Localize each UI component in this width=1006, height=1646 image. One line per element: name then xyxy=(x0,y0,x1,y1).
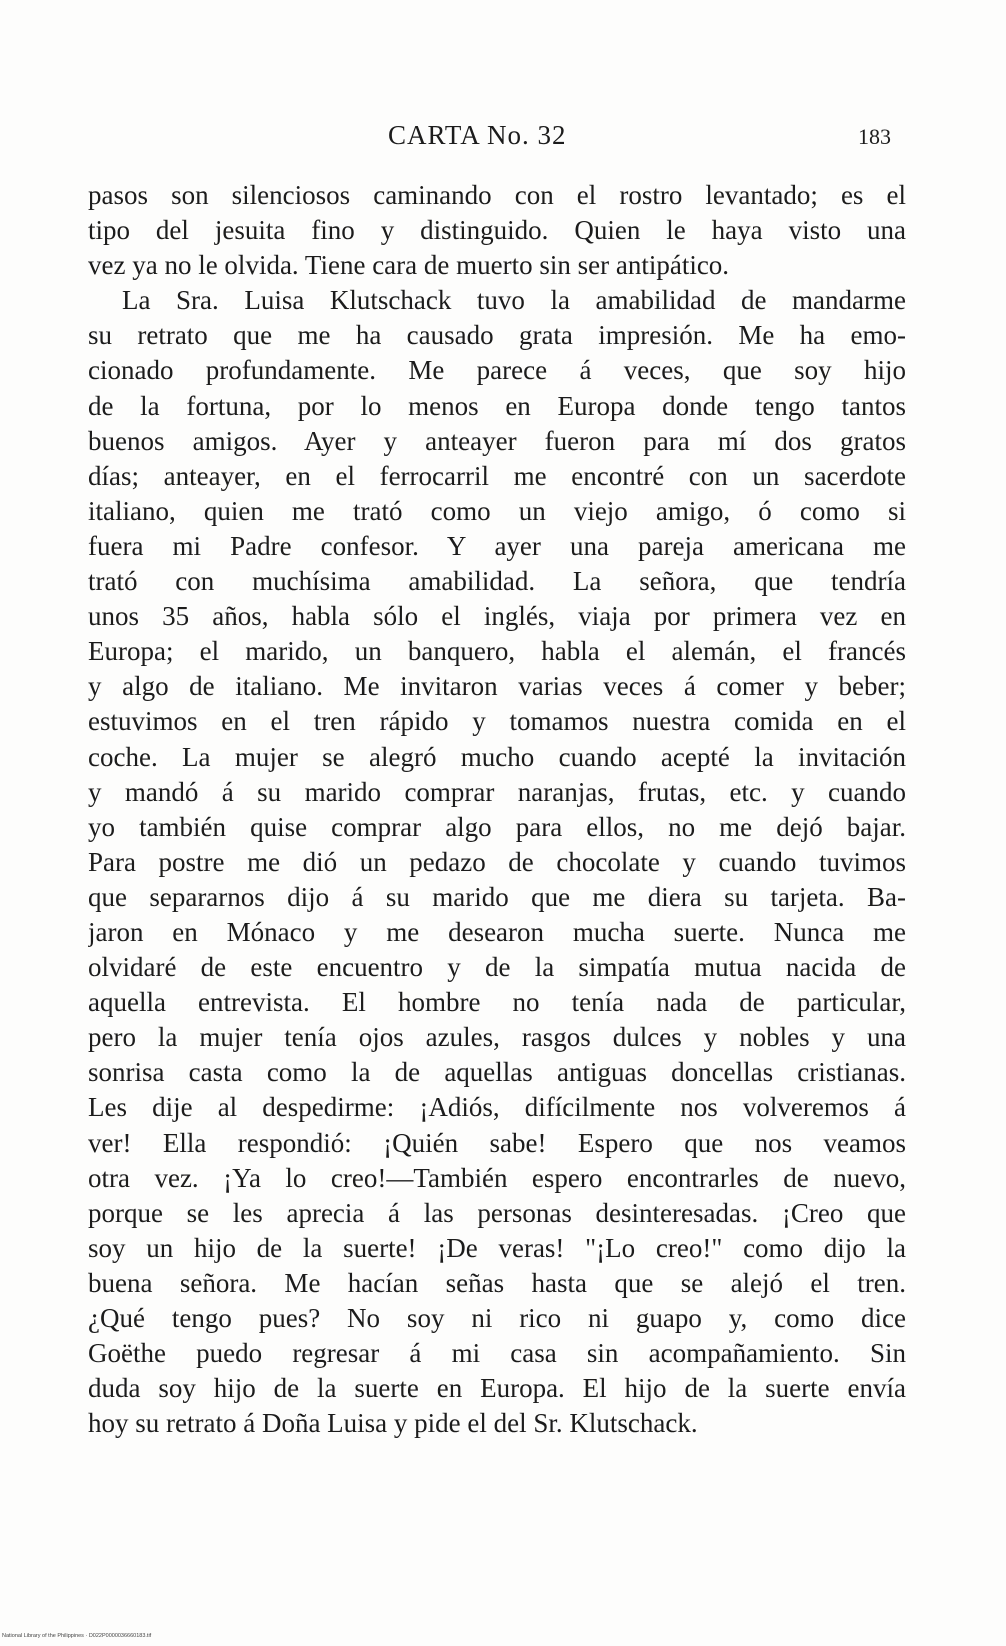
text-line: estuvimos en el tren rápido y tomamos nuestra comida en el xyxy=(88,706,906,737)
text-line: que separarnos dijo á su marido que me diera su tarjeta. Ba- xyxy=(88,881,906,912)
text-line: pero la mujer tenía ojos azules, rasgos dulces y nobles y una xyxy=(88,1022,906,1053)
body-text xyxy=(88,178,906,1441)
text-line: soy un hijo de la suerte! ¡De veras! "¡Lo creo!" como dijo la xyxy=(88,1232,906,1263)
text-line: fuera mi Padre confesor. Y ayer una pareja americana me xyxy=(88,530,906,561)
text-line: Para postre me dió un pedazo de chocolate y cuando tuvimos xyxy=(88,846,906,877)
scan-source-label: National Library of the Philippines · D022P0000036660183.tif xyxy=(2,1633,152,1639)
text-line: su retrato que me ha causado grata impresión. Me ha emo- xyxy=(88,320,906,351)
text-line: yo también quise comprar algo para ellos, no me dejó bajar. xyxy=(88,811,906,842)
text-line: Europa; el marido, un banquero, habla el alemán, el francés xyxy=(88,636,906,667)
text-line: y mandó á su marido comprar naranjas, frutas, etc. y cuando xyxy=(88,776,906,807)
text-line: italiano, quien me trató como un viejo amigo, ó como si xyxy=(88,495,906,526)
text-line: duda soy hijo de la suerte en Europa. El hijo de la suerte envía xyxy=(88,1373,906,1404)
text-line: ¿Qué tengo pues? No soy ni rico ni guapo y, como dice xyxy=(88,1303,906,1333)
text-line: jaron en Mónaco y me desearon mucha suerte. Nunca me xyxy=(88,916,906,947)
text-line: de la fortuna, por lo menos en Europa donde tengo tantos xyxy=(88,390,906,421)
text-line: unos 35 años, habla sólo el inglés, viaja por primera vez en xyxy=(88,601,906,632)
chapter-title: CARTA No. 32 xyxy=(388,120,567,150)
text-line: Les dije al despedirme: ¡Adiós, difícilmente nos volveremos á xyxy=(88,1092,906,1123)
page-number: 183 xyxy=(858,124,891,149)
text-line: días; anteayer, en el ferrocarril me encontré con un sacerdote xyxy=(88,460,906,491)
text-line: buena señora. Me hacían señas hasta que se alejó el tren. xyxy=(88,1267,906,1298)
page-header xyxy=(0,118,1006,158)
text-line: olvidaré de este encuentro y de la simpatía mutua nacida de xyxy=(88,952,906,983)
text-line: y algo de italiano. Me invitaron varias veces á comer y beber; xyxy=(88,671,906,702)
text-line: otra vez. ¡Ya lo creo!—También espero encontrarles de nuevo, xyxy=(88,1162,906,1193)
text-line: coche. La mujer se alegró mucho cuando acepté la invitación xyxy=(88,741,906,772)
text-line: cionado profundamente. Me parece á veces, que soy hijo xyxy=(88,355,906,386)
text-line: trató con muchísima amabilidad. La señora, que tendría xyxy=(88,566,906,597)
text-line: vez ya no le olvida. Tiene cara de muerto sin ser antipático. xyxy=(88,250,730,281)
text-line: hoy su retrato á Doña Luisa y pide el del Sr. Klutschack. xyxy=(88,1408,698,1439)
text-line: sonrisa casta como la de aquellas antiguas doncellas cristianas. xyxy=(88,1057,906,1088)
text-line: ver! Ella respondió: ¡Quién sabe! Espero que nos veamos xyxy=(88,1127,906,1158)
text-line: pasos son silenciosos caminando con el rostro levantado; es el xyxy=(88,180,906,210)
text-line: buenos amigos. Ayer y anteayer fueron para mí dos gratos xyxy=(88,425,906,456)
text-line: aquella entrevista. El hombre no tenía nada de particular, xyxy=(88,987,906,1018)
text-line: porque se les aprecia á las personas desinteresadas. ¡Creo que xyxy=(88,1197,906,1228)
text-line: La Sra. Luisa Klutschack tuvo la amabilidad de mandarme xyxy=(122,285,906,316)
text-line: tipo del jesuita fino y distinguido. Quien le haya visto una xyxy=(88,215,906,246)
text-line: Goëthe puedo regresar á mi casa sin acompañamiento. Sin xyxy=(88,1338,906,1369)
